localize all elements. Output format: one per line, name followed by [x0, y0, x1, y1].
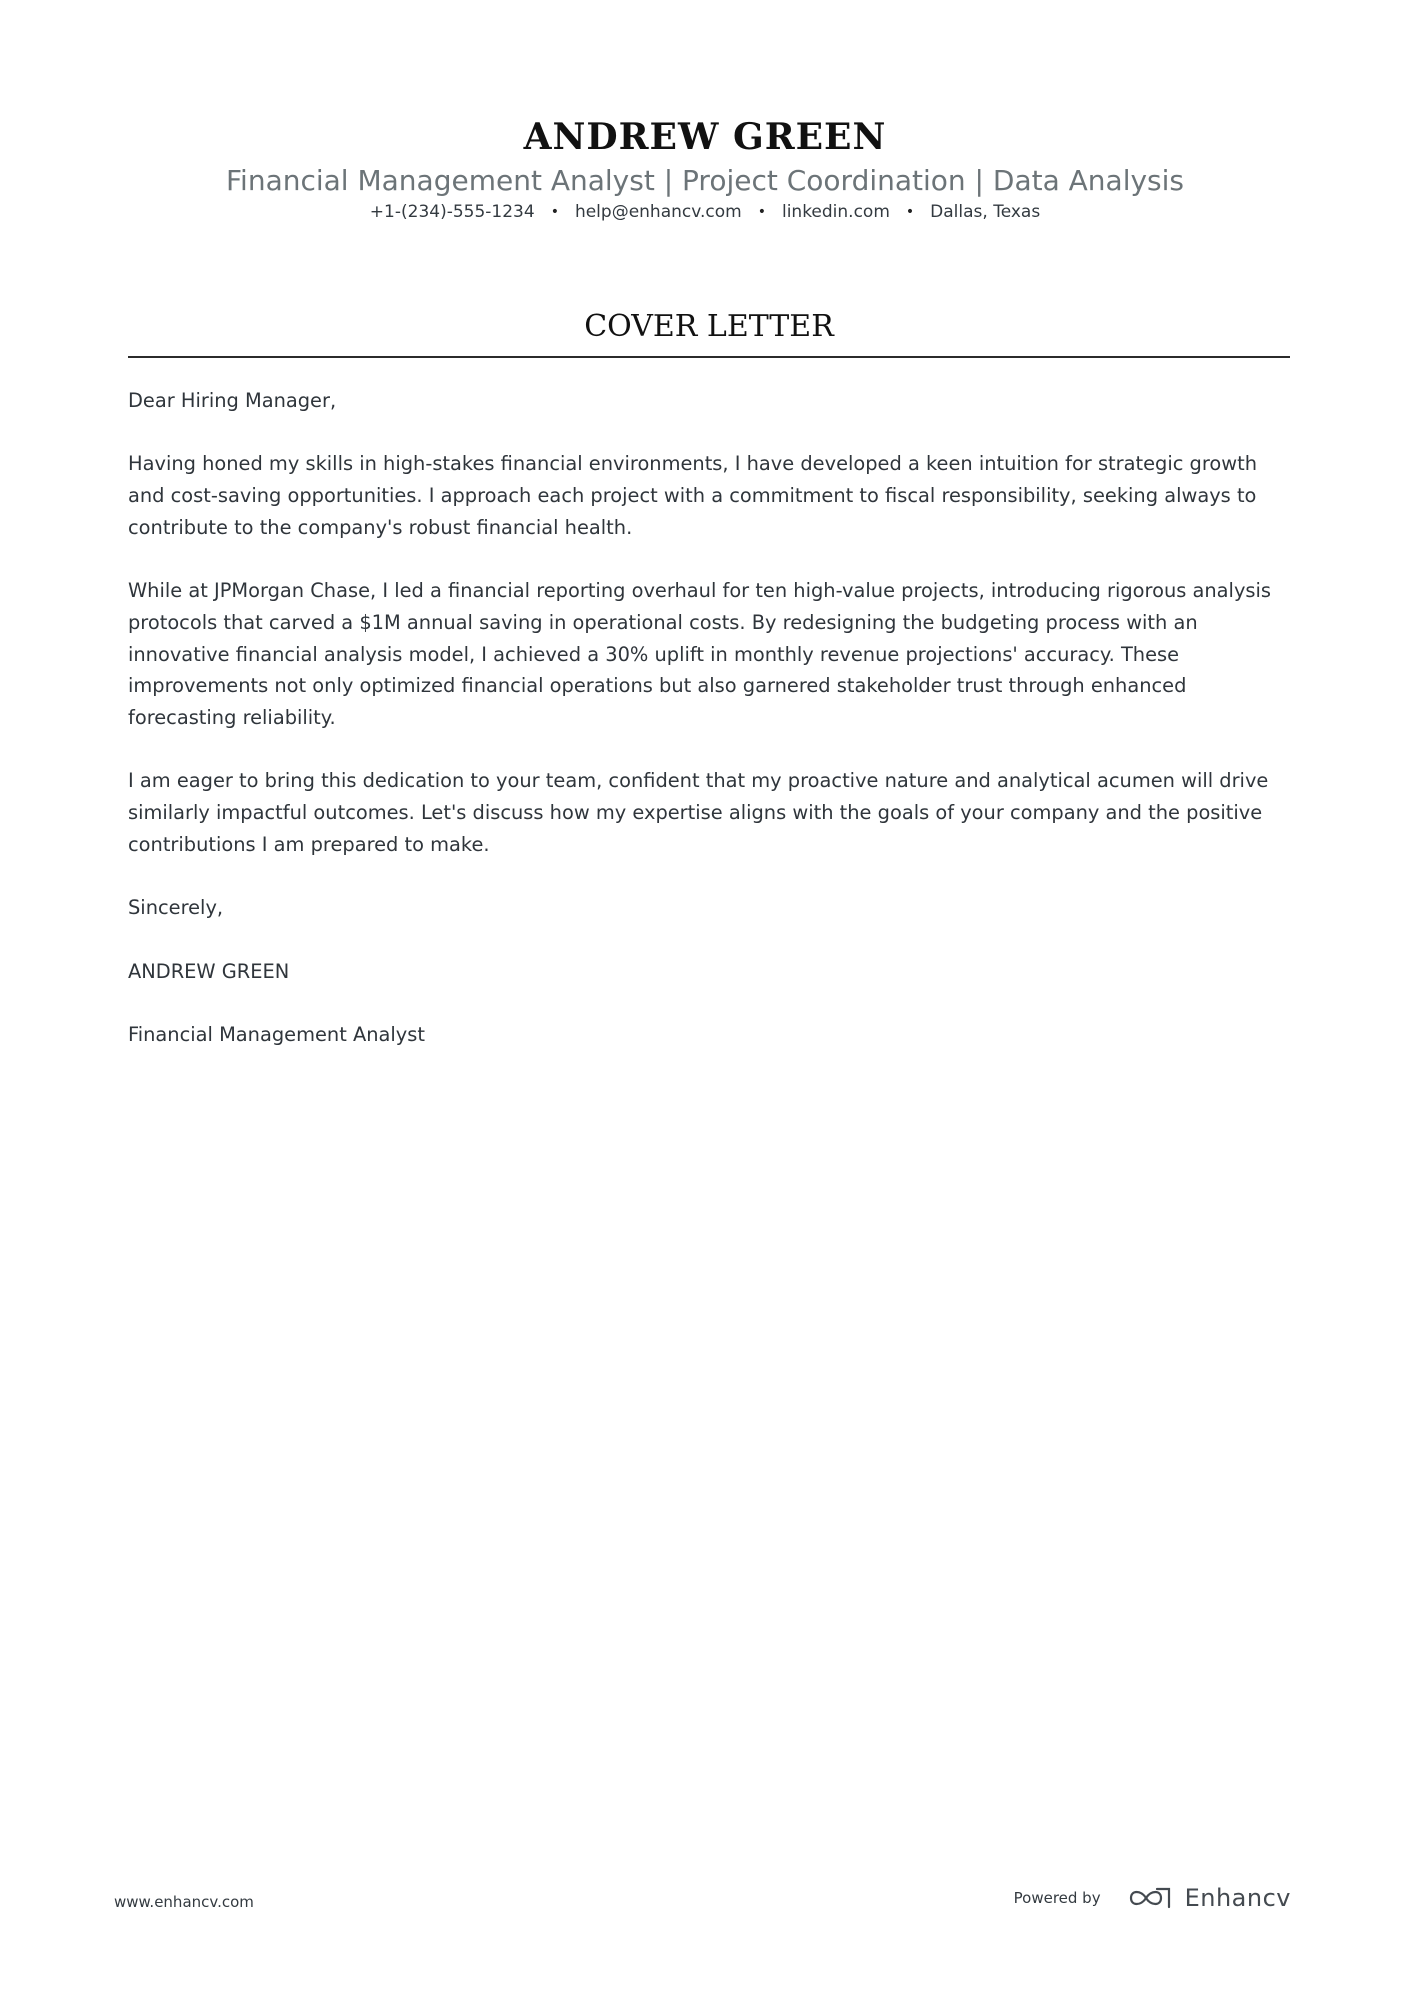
paragraph-2: While at JPMorgan Chase, I led a financial reporting overhaul for ten high-value projects, introducing rigorous analysis protocols that carved a $1M annual saving in operational costs. By redesigning the budgeting process with an innovative financial analysis model, I achieved a 30% uplift in monthly revenue projections' accuracy. These improvements not only optimized financial operations but also garnered stakeholder trust through enhanced forecasting reliability. — [128, 579, 1272, 729]
footer-website: www.enhancv.com — [114, 1893, 254, 1911]
closing: Sincerely, — [128, 896, 224, 920]
separator-dot: • — [757, 204, 766, 220]
contact-info — [0, 200, 1410, 224]
greeting: Dear Hiring Manager, — [128, 389, 337, 412]
footer-branding — [1014, 1880, 1291, 1916]
paragraph-1: Having honed my skills in high-stakes financial environments, I have developed a keen intuition for strategic growth and cost-saving opportunities. I approach each project with a commitment to fiscal responsibility, seeking always to contribute to the company's robust financial health. — [128, 452, 1258, 539]
paragraph-3: I am eager to bring this dedication to your team, confident that my proactive nature and analytical acumen will drive similarly impactful outcomes. Let's discuss how my expertise aligns with the goals of your company and the positive contributions I am prepared to make. — [128, 769, 1269, 856]
linkedin: linkedin.com — [781, 202, 890, 222]
email: help@enhancv.com — [574, 202, 742, 222]
applicant-headline: Financial Management Analyst | Project Coordination | Data Analysis — [225, 164, 1185, 197]
separator-dot: • — [550, 204, 559, 220]
separator-dot: • — [905, 204, 915, 220]
section-title: COVER LETTER — [128, 306, 1290, 358]
header — [0, 112, 1410, 224]
location: Dallas, Texas — [930, 202, 1041, 222]
signature-title: Financial Management Analyst — [128, 1022, 425, 1046]
letter-body — [128, 385, 1290, 1082]
powered-by-label: Powered by — [1013, 1889, 1101, 1907]
brand-name: Enhancv — [1184, 1884, 1291, 1912]
phone: +1-(234)-555-1234 — [369, 202, 535, 222]
applicant-name: ANDREW GREEN — [523, 116, 887, 158]
enhancv-logo-icon — [1127, 1885, 1173, 1911]
signature-name: ANDREW GREEN — [128, 959, 290, 983]
